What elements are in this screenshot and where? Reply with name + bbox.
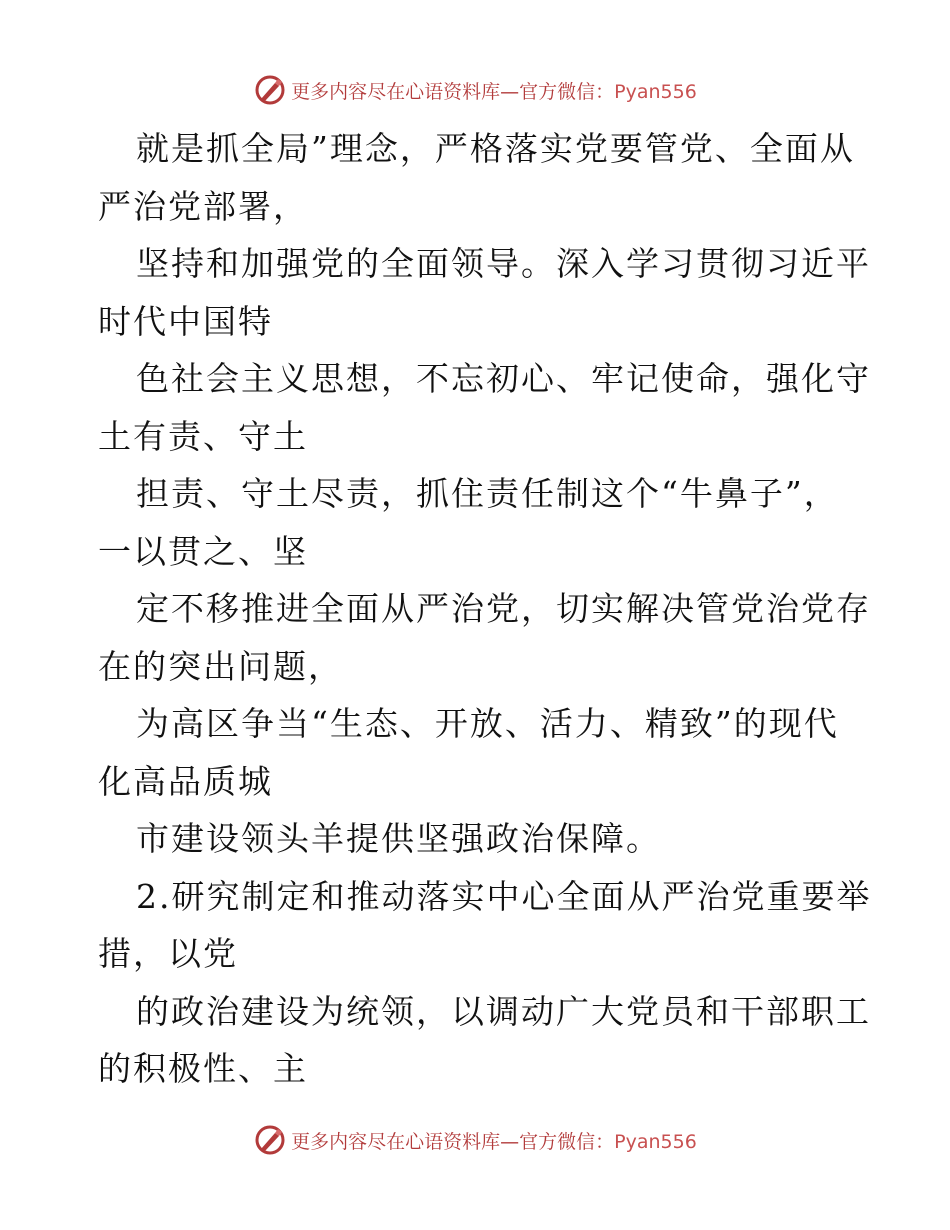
text-line: 定不移推进全面从严治党，切实解决管党治党存	[136, 589, 871, 628]
text-line: 色社会主义思想，不忘初心、牢记使命，强化守	[136, 359, 871, 398]
text-line: 担责、守土尽责，抓住责任制这个“牛鼻子”，	[136, 474, 839, 513]
watermark-text: 更多内容尽在心语资料库—官方微信：Pyan556	[291, 80, 697, 103]
text-line: 在的突出问题，	[98, 646, 343, 686]
text-line: 时代中国特	[98, 301, 273, 341]
text-line: 化高品质城	[98, 761, 273, 801]
text-line: 2.研究制定和推动落实中心全面从严治党重要举	[136, 876, 872, 916]
header-watermark	[0, 70, 950, 110]
text-line: 的积极性、主	[98, 1049, 308, 1088]
text-line: 坚持和加强党的全面领导。深入学习贯彻习近平	[136, 244, 871, 283]
text-line: 土有责、守土	[98, 416, 308, 456]
document-body	[98, 120, 872, 1098]
footer-watermark	[0, 1120, 950, 1160]
text-line: 的政治建设为统领，以调动广大党员和干部职工	[136, 991, 871, 1031]
text-line: 为高区争当“生态、开放、活力、精致”的现代	[136, 704, 839, 743]
watermark-text: 更多内容尽在心语资料库—官方微信：Pyan556	[291, 1130, 697, 1153]
text-line: 措，以党	[98, 934, 238, 973]
text-line: 就是抓全局”理念，严格落实党要管党、全面从	[136, 129, 855, 168]
pen-logo-icon	[253, 73, 287, 107]
text-line: 市建设领头羊提供坚强政治保障。	[136, 819, 661, 858]
pen-logo-icon	[253, 1123, 287, 1157]
text-line: 一以贯之、坚	[98, 531, 308, 571]
text-line: 严治党部署，	[98, 186, 308, 226]
